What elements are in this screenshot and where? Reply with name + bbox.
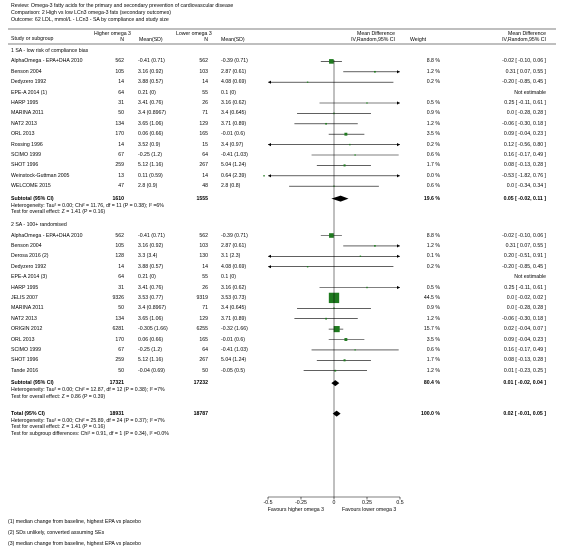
study-mean-higher: -0.41 (0.71) <box>138 232 165 239</box>
study-name: SHOT 1996 <box>11 357 39 364</box>
study-n-lower: 55 <box>202 274 208 281</box>
subtotal-weight: 19.6 % <box>423 195 440 202</box>
study-mean-higher: 3.16 (0.92) <box>138 68 164 75</box>
study-mean-higher: 3.53 (0.77) <box>138 294 164 301</box>
study-effect-square <box>307 266 308 267</box>
study-weight: 1.2 % <box>426 120 440 127</box>
ci-arrow-left <box>268 81 271 84</box>
study-n-lower: 562 <box>199 232 208 239</box>
subtotal-n-higher: 17321 <box>109 380 124 387</box>
study-n-lower: 50 <box>202 367 208 374</box>
study-name: SCIMO 1999 <box>11 152 41 158</box>
study-weight: 15.7 % <box>423 326 440 333</box>
study-n-lower: 14 <box>202 263 208 270</box>
study-mean-lower: -0.41 (1.03) <box>221 346 248 353</box>
study-mean-higher: 3.3 (3.4) <box>138 253 158 260</box>
study-name: MARINA 2011 <box>11 110 44 117</box>
ci-arrow-right <box>397 174 400 177</box>
study-effect-square <box>325 123 327 125</box>
study-mean-lower: -0.41 (1.03) <box>221 152 248 158</box>
study-n-higher: 6281 <box>112 326 124 333</box>
total-label: Total (95% CI) <box>11 410 45 417</box>
study-mean-higher: 3.88 (0.57) <box>138 263 164 270</box>
study-mean-lower: -0.01 (0.6) <box>221 336 245 343</box>
study-weight: 0.2 % <box>426 79 440 86</box>
study-effect-square <box>329 59 334 64</box>
study-ci: 0.20 [ -0.51, 0.91 ] <box>503 253 546 260</box>
study-n-higher: 13 <box>118 172 124 179</box>
study-n-lower: 129 <box>199 315 208 322</box>
study-mean-lower: 3.4 (0.97) <box>221 141 244 148</box>
study-n-higher: 14 <box>118 141 124 148</box>
study-mean-higher: -0.25 (1.2) <box>138 346 162 353</box>
study-effect-square <box>354 154 355 155</box>
total-n-lower: 18787 <box>193 410 208 417</box>
study-ci: 0.16 [ -0.17, 0.49 ] <box>503 152 546 158</box>
study-n-higher: 9326 <box>112 294 124 301</box>
study-ci: Not estimable <box>514 89 546 96</box>
x-tick-label: 0.25 <box>361 500 373 506</box>
outcome-title: Outcome: 62 LDL, mmol/L - LCn3 - SA by compliance and study size <box>11 17 169 23</box>
study-effect-square <box>329 233 334 238</box>
study-n-lower: 14 <box>202 79 208 86</box>
study-mean-lower: 3.71 (0.89) <box>221 120 247 127</box>
study-name: SCIMO 1999 <box>11 346 41 353</box>
study-n-higher: 31 <box>118 284 124 291</box>
study-ci: 0.09 [ -0.04, 0.23 ] <box>503 336 546 343</box>
x-tick-label: 0 <box>332 500 336 506</box>
ci-arrow-right <box>397 255 400 258</box>
study-effect-square <box>307 82 308 83</box>
study-n-lower: 71 <box>202 305 208 312</box>
study-weight: 0.9 % <box>426 305 440 312</box>
study-n-higher: 14 <box>118 263 124 270</box>
study-mean-lower: -0.39 (0.71) <box>221 58 248 65</box>
study-weight: 0.9 % <box>426 110 440 117</box>
study-mean-higher: -0.305 (1.66) <box>138 326 168 333</box>
study-n-lower: 6255 <box>196 326 208 333</box>
study-weight: 1.2 % <box>426 367 440 374</box>
study-n-lower: 71 <box>202 110 208 117</box>
study-mean-lower: 3.71 (0.89) <box>221 315 247 322</box>
study-ci: 0.02 [ -0.04, 0.07 ] <box>503 326 546 333</box>
subtotal-ci: 0.01 [ -0.02, 0.04 ] <box>503 380 546 387</box>
subtotal-n-lower: 1555 <box>196 195 208 202</box>
col-lower: Lower omega 3 <box>176 31 212 37</box>
study-effect-square <box>374 245 376 247</box>
study-mean-higher: 0.21 (0) <box>138 89 156 96</box>
overall-effect-text: Test for overall effect: Z = 0.86 (P = 0.39) <box>11 393 106 400</box>
study-weight: 1.7 % <box>426 357 440 364</box>
total-n-higher: 18931 <box>109 410 124 417</box>
study-mean-higher: 2.8 (0.9) <box>138 183 158 190</box>
study-n-higher: 50 <box>118 110 124 117</box>
study-effect-square <box>344 359 346 361</box>
study-ci: 0.25 [ -0.11, 0.61 ] <box>504 100 546 106</box>
favours-right-label: Favours lower omega 3 <box>342 507 397 513</box>
favours-left-label: Favours higher omega 3 <box>267 507 324 513</box>
study-mean-higher: 3.4 (0.8967) <box>138 110 166 117</box>
study-effect-square <box>344 164 346 166</box>
study-effect-square <box>344 133 347 136</box>
study-mean-higher: 0.06 (0.66) <box>138 131 164 138</box>
study-effect-square <box>344 338 347 341</box>
study-mean-higher: 0.06 (0.66) <box>138 336 164 343</box>
study-mean-lower: -0.05 (0.5) <box>221 367 245 374</box>
study-mean-higher: 3.52 (0.9) <box>138 141 161 148</box>
study-ci: 0.31 [ 0.07, 0.55 ] <box>505 242 546 249</box>
ci-arrow-left <box>268 174 271 177</box>
study-name: ORL 2013 <box>11 336 35 343</box>
study-n-lower: 267 <box>199 162 208 169</box>
study-mean-lower: 4.08 (0.69) <box>221 79 247 86</box>
study-ci: 0.16 [ -0.17, 0.49 ] <box>503 346 546 353</box>
ci-arrow-right <box>397 70 400 73</box>
study-mean-lower: 0.1 (0) <box>221 89 236 96</box>
study-n-lower: 165 <box>199 336 208 343</box>
study-name: Benson 2004 <box>11 242 42 249</box>
total-heterogeneity: Heterogeneity: Tau² = 0.00; Chi² = 25.89, df = 24 (P = 0.37); I² =7% <box>11 417 165 424</box>
study-weight: 0.2 % <box>426 141 440 148</box>
study-mean-lower: 3.53 (0.73) <box>221 294 247 301</box>
study-ci: 0.12 [ -0.56, 0.80 ] <box>503 141 546 148</box>
study-mean-lower: 0.64 (2.39) <box>221 172 247 179</box>
study-weight: 0.6 % <box>426 346 440 353</box>
study-mean-higher: 5.12 (1.16) <box>138 357 164 364</box>
study-name: Benson 2004 <box>11 68 42 75</box>
study-ci: -0.20 [ -0.85, 0.45 ] <box>502 263 546 270</box>
study-name: SHOT 1996 <box>11 162 39 169</box>
study-effect-square <box>366 102 367 103</box>
ci-arrow-right <box>397 244 400 247</box>
study-name: Rossing 1996 <box>11 141 43 148</box>
study-name: AlphaOmega - EPA+DHA 2010 <box>11 232 83 239</box>
study-n-lower: 267 <box>199 357 208 364</box>
study-mean-higher: -0.41 (0.71) <box>138 58 165 65</box>
study-mean-lower: 3.4 (0.645) <box>221 110 247 117</box>
study-mean-higher: 3.41 (0.76) <box>138 284 164 291</box>
col-study: Study or subgroup <box>11 36 54 42</box>
subtotal-label: Subtotal (95% CI) <box>11 195 54 202</box>
study-n-higher: 67 <box>118 346 124 353</box>
x-tick-label: -0.5 <box>263 500 273 506</box>
study-name: EPE-A 2014 (3) <box>11 274 48 281</box>
ci-arrow-left <box>268 265 271 268</box>
study-weight: 44.5 % <box>423 294 440 301</box>
study-effect-square <box>334 370 336 372</box>
study-mean-higher: 0.11 (0.59) <box>138 172 163 179</box>
study-weight: 0.0 % <box>426 172 440 179</box>
study-name: AlphaOmega - EPA+DHA 2010 <box>11 58 83 65</box>
subtotal-n-higher: 1610 <box>112 195 124 202</box>
x-tick-label: -0.25 <box>295 500 307 506</box>
footnote-1: (1) median change from baseline, highest EPA vs placebo <box>8 519 141 525</box>
study-mean-lower: 4.08 (0.69) <box>221 263 247 270</box>
study-n-higher: 562 <box>115 232 124 239</box>
study-n-lower: 9319 <box>196 294 208 301</box>
comparison-title: Comparison: 2 High vs low LCn3 omega-3 fats (secondary outcomes) <box>11 10 172 16</box>
col-md-a: Mean Difference <box>357 31 395 37</box>
col-higher: Higher omega 3 <box>94 31 131 37</box>
study-n-higher: 128 <box>115 253 124 260</box>
study-n-higher: 67 <box>118 152 124 158</box>
study-mean-higher: 3.65 (1.06) <box>138 315 164 322</box>
study-weight: 0.1 % <box>426 253 440 260</box>
x-tick-label: 0.5 <box>396 500 404 506</box>
study-weight: 0.5 % <box>426 284 440 291</box>
subtotal-ci: 0.05 [ -0.02, 0.11 ] <box>503 195 546 202</box>
study-n-higher: 134 <box>115 120 124 127</box>
study-name: WELCOME 2015 <box>11 183 51 190</box>
subgroup-differences: Test for subgroup differences: Chi² = 0.91, df = 1 (P = 0.34), I² =0.0% <box>11 430 169 437</box>
subtotal-diamond <box>331 380 339 386</box>
study-name: ORIGIN 2012 <box>11 326 43 333</box>
study-effect-square <box>374 71 376 73</box>
study-effect-square <box>263 175 264 176</box>
subtotal-label: Subtotal (95% CI) <box>11 380 54 387</box>
total-ci: 0.02 [ -0.01, 0.05 ] <box>503 410 546 417</box>
total-overall-effect: Test for overall effect: Z = 1.41 (P = 0.16) <box>11 424 106 431</box>
study-name: Tande 2016 <box>11 367 39 374</box>
footnote-3: (3) median change from baseline, highest EPA vs placebo <box>8 541 141 547</box>
study-name: NAT2 2013 <box>11 315 37 322</box>
study-ci: -0.02 [ -0.10, 0.06 ] <box>502 232 546 239</box>
study-effect-square <box>325 318 327 320</box>
study-weight: 1.2 % <box>426 68 440 75</box>
study-name: NAT2 2013 <box>11 120 37 127</box>
study-name: JELIS 2007 <box>11 294 38 301</box>
study-ci: 0.01 [ -0.23, 0.25 ] <box>503 367 546 374</box>
study-effect-square <box>334 326 340 332</box>
study-n-higher: 50 <box>118 367 124 374</box>
study-mean-lower: -0.01 (0.6) <box>221 131 245 138</box>
study-n-lower: 64 <box>202 346 208 353</box>
study-n-lower: 55 <box>202 89 208 96</box>
study-mean-lower: 3.16 (0.62) <box>221 100 247 106</box>
review-title: Review: Omega-3 fatty acids for the primary and secondary prevention of cardiovascular disease <box>11 3 234 9</box>
col-md-b: IV,Random,95% CI <box>351 37 395 43</box>
ci-arrow-left <box>268 143 271 146</box>
study-mean-higher: 3.88 (0.57) <box>138 79 164 86</box>
study-n-higher: 170 <box>115 131 124 138</box>
study-effect-square <box>354 349 355 350</box>
study-mean-lower: 2.8 (0.8) <box>221 183 241 190</box>
study-mean-lower: 2.87 (0.61) <box>221 68 247 75</box>
ci-arrow-right <box>397 101 400 104</box>
study-n-higher: 259 <box>115 357 124 364</box>
study-mean-higher: 3.4 (0.8967) <box>138 305 166 312</box>
study-mean-higher: 5.12 (1.16) <box>138 162 164 169</box>
study-weight: 0.5 % <box>426 100 440 106</box>
study-n-lower: 103 <box>199 242 208 249</box>
study-mean-lower: 3.1 (2.3) <box>221 253 241 260</box>
col-n1: N <box>120 37 124 43</box>
study-weight: 0.2 % <box>426 263 440 270</box>
subgroup-title: 2 SA - 100+ randomised <box>11 222 67 229</box>
study-ci: 0.0 [ -0.34, 0.34 ] <box>506 183 546 190</box>
study-weight: 8.8 % <box>426 232 440 239</box>
study-n-higher: 64 <box>118 89 124 96</box>
study-weight: 8.8 % <box>426 58 440 65</box>
study-effect-square <box>366 287 367 288</box>
study-n-higher: 31 <box>118 100 124 106</box>
study-ci: 0.0 [ -0.02, 0.02 ] <box>506 294 546 301</box>
study-mean-higher: 3.65 (1.06) <box>138 120 164 127</box>
study-weight: 3.5 % <box>426 131 440 138</box>
study-n-higher: 562 <box>115 58 124 65</box>
study-n-lower: 14 <box>202 172 208 179</box>
study-effect-square <box>360 256 361 257</box>
study-n-higher: 47 <box>118 183 124 190</box>
col-mean1: Mean(SD) <box>139 37 163 43</box>
study-name: ORL 2013 <box>11 131 35 138</box>
study-name: HARP 1995 <box>11 284 39 291</box>
heterogeneity-text: Heterogeneity: Tau² = 0.00; Chi² = 12.87, df = 12 (P = 0.38); I² =7% <box>11 387 165 394</box>
heterogeneity-text: Heterogeneity: Tau² = 0.00; Chi² = 11.76, df = 11 (P = 0.38); I² =6% <box>11 202 164 209</box>
study-ci: 0.08 [ -0.13, 0.28 ] <box>503 357 546 364</box>
footnote-2: (2) SDs unlikely, converted assuming SEs <box>8 530 105 536</box>
study-n-lower: 103 <box>199 68 208 75</box>
study-mean-lower: 5.04 (1.24) <box>221 357 247 364</box>
study-ci: -0.20 [ -0.85, 0.45 ] <box>502 79 546 86</box>
study-mean-higher: 3.16 (0.92) <box>138 242 164 249</box>
col-n2: N <box>204 37 208 43</box>
study-n-higher: 259 <box>115 162 124 169</box>
study-ci: 0.25 [ -0.11, 0.61 ] <box>504 284 546 291</box>
study-mean-higher: -0.25 (1.2) <box>138 152 162 158</box>
study-name: Dedyzero 1992 <box>11 263 47 270</box>
study-mean-lower: 0.1 (0) <box>221 274 236 281</box>
study-ci: -0.53 [ -1.82, 0.76 ] <box>502 172 546 179</box>
study-n-lower: 26 <box>202 100 208 106</box>
study-mean-lower: -0.39 (0.71) <box>221 232 248 239</box>
overall-effect-text: Test for overall effect: Z = 1.41 (P = 0.16) <box>11 209 106 216</box>
study-name: Dedyzero 1992 <box>11 79 47 86</box>
study-name: HARP 1995 <box>11 100 39 106</box>
study-name: MARINA 2011 <box>11 305 44 312</box>
study-mean-lower: 5.04 (1.24) <box>221 162 247 169</box>
col-ci-b: IV,Random,95% CI <box>502 37 546 43</box>
study-weight: 0.6 % <box>426 152 440 158</box>
study-name: EPE-A 2014 (1) <box>11 89 48 96</box>
study-ci: -0.02 [ -0.10, 0.06 ] <box>502 58 546 65</box>
study-ci: 0.31 [ 0.07, 0.55 ] <box>505 68 546 75</box>
study-n-lower: 562 <box>199 58 208 65</box>
study-n-higher: 105 <box>115 242 124 249</box>
study-n-lower: 129 <box>199 120 208 127</box>
study-weight: 1.2 % <box>426 242 440 249</box>
study-n-higher: 14 <box>118 79 124 86</box>
ci-arrow-right <box>397 143 400 146</box>
study-n-lower: 64 <box>202 152 208 158</box>
study-name: Weinstock-Guttman 2005 <box>11 172 70 179</box>
study-weight: 1.7 % <box>426 162 440 169</box>
study-ci: 0.0 [ -0.28, 0.28 ] <box>506 110 546 117</box>
study-mean-lower: 3.16 (0.62) <box>221 284 247 291</box>
subgroup-title: 1 SA - low risk of compliance bias <box>11 48 89 54</box>
ci-arrow-right <box>397 286 400 289</box>
study-mean-higher: 3.41 (0.76) <box>138 100 164 106</box>
subtotal-n-lower: 17232 <box>193 380 208 387</box>
study-name: Derosa 2016 (2) <box>11 253 49 260</box>
study-n-higher: 134 <box>115 315 124 322</box>
study-effect-square <box>349 144 350 145</box>
study-mean-higher: -0.04 (0.69) <box>138 367 165 374</box>
study-weight: 1.2 % <box>426 315 440 322</box>
study-n-lower: 15 <box>202 141 208 148</box>
col-ci-a: Mean Difference <box>508 31 546 37</box>
study-ci: 0.08 [ -0.13, 0.28 ] <box>503 162 546 169</box>
study-mean-higher: 0.21 (0) <box>138 274 156 281</box>
study-n-lower: 48 <box>202 183 208 190</box>
study-mean-lower: 2.87 (0.61) <box>221 242 247 249</box>
col-mean2: Mean(SD) <box>221 37 245 43</box>
study-mean-lower: 3.4 (0.645) <box>221 305 247 312</box>
total-weight: 100.0 % <box>420 410 440 417</box>
study-n-lower: 130 <box>199 253 208 260</box>
study-n-lower: 165 <box>199 131 208 138</box>
study-n-higher: 64 <box>118 274 124 281</box>
study-ci: 0.0 [ -0.28, 0.28 ] <box>506 305 546 312</box>
col-weight: Weight <box>410 37 427 43</box>
study-ci: 0.09 [ -0.04, 0.23 ] <box>503 131 546 138</box>
study-ci: -0.06 [ -0.30, 0.18 ] <box>502 120 546 127</box>
ci-arrow-left <box>268 255 271 258</box>
study-mean-lower: -0.32 (1.66) <box>221 326 248 333</box>
study-n-higher: 50 <box>118 305 124 312</box>
study-n-higher: 105 <box>115 68 124 75</box>
study-weight: 3.5 % <box>426 336 440 343</box>
subtotal-weight: 80.4 % <box>423 380 440 387</box>
study-ci: Not estimable <box>514 274 546 281</box>
study-weight: 0.6 % <box>426 183 440 190</box>
study-ci: -0.06 [ -0.30, 0.18 ] <box>502 315 546 322</box>
study-n-lower: 26 <box>202 284 208 291</box>
study-n-higher: 170 <box>115 336 124 343</box>
